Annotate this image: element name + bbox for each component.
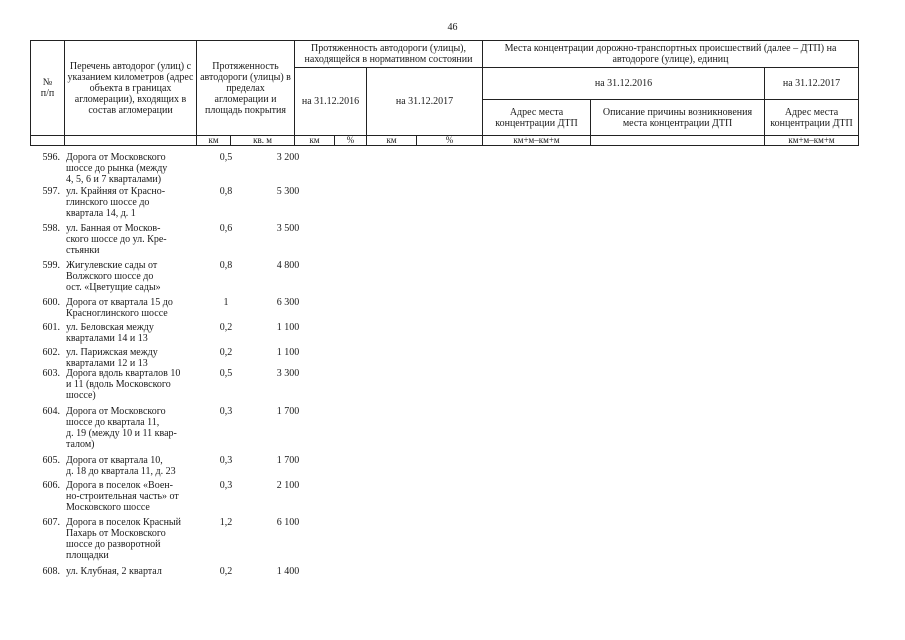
row-road-name: ул. Крайняя от Красно- глинского шоссе до квартала 14, д. 1: [66, 186, 166, 219]
row-length-km: 0,5: [219, 152, 233, 163]
header-dtp-2017: на 31.12.2017: [765, 68, 859, 100]
unit-empty: [65, 136, 197, 146]
unit-kmm: км+м–км+м: [483, 136, 591, 146]
row-area-sqm: 3 500: [276, 223, 300, 234]
table-row: [30, 186, 320, 223]
row-area-sqm: 5 300: [276, 186, 300, 197]
header-norm-2017: на 31.12.2017: [367, 68, 483, 136]
header-col-number: № п/п: [31, 41, 65, 136]
row-road-name: Дорога от квартала 15 до Красноглинского шоссе: [66, 297, 173, 319]
unit-pct-2016: %: [335, 136, 367, 146]
row-number: 601.: [42, 322, 60, 333]
row-road-name: Дорога от Московского шоссе до рынка (между 4, 5, 6 и 7 кварталами): [66, 152, 168, 185]
table-row: [30, 152, 320, 186]
table-header: [30, 40, 859, 146]
row-road-name: Дорога от Московского шоссе до квартала 11, д. 19 (между 10 и 11 квар- талом): [66, 406, 177, 450]
row-road-name: ул. Банная от Москов- ского шоссе до ул. Кре- стьянки: [66, 223, 167, 256]
row-road-name: ул. Беловская между кварталами 14 и 13: [66, 322, 154, 344]
unit-kmm-2017: км+м–км+м: [765, 136, 859, 146]
header-dtp-2016: на 31.12.2016: [483, 68, 765, 100]
row-area-sqm: 1 700: [276, 406, 300, 417]
row-number: 602.: [42, 347, 60, 358]
table-row: [30, 322, 320, 347]
unit-km-2016: км: [295, 136, 335, 146]
row-road-name: Дорога в поселок Красный Пахарь от Московского шоссе до разворотной площадки: [66, 517, 181, 561]
table-row: [30, 260, 320, 297]
row-area-sqm: 1 700: [276, 455, 300, 466]
row-length-km: 0,2: [219, 347, 233, 358]
row-number: 599.: [42, 260, 60, 271]
row-length-km: 0,3: [219, 455, 233, 466]
row-number: 600.: [42, 297, 60, 308]
row-area-sqm: 6 300: [276, 297, 300, 308]
row-area-sqm: 3 300: [276, 368, 300, 379]
row-number: 596.: [42, 152, 60, 163]
row-number: 598.: [42, 223, 60, 234]
header-col-normative: Протяженность автодороги (улицы), находящейся в нормативном состоянии: [295, 41, 483, 68]
unit-km: км: [197, 136, 231, 146]
table-row: [30, 347, 320, 368]
row-area-sqm: 4 800: [276, 260, 300, 271]
table-row: [30, 368, 320, 406]
row-number: 607.: [42, 517, 60, 528]
row-length-km: 0,8: [219, 260, 233, 271]
row-area-sqm: 3 200: [276, 152, 300, 163]
row-number: 597.: [42, 186, 60, 197]
row-road-name: Жигулевские сады от Волжского шоссе до ост. «Цветущие сады»: [66, 260, 161, 293]
table-row: [30, 223, 320, 260]
table-row: [30, 480, 320, 517]
table-body: [30, 152, 320, 580]
row-number: 606.: [42, 480, 60, 491]
unit-km-2017: км: [367, 136, 417, 146]
table-row: [30, 566, 320, 580]
row-area-sqm: 6 100: [276, 517, 300, 528]
row-area-sqm: 2 100: [276, 480, 300, 491]
row-length-km: 0,3: [219, 406, 233, 417]
row-road-name: Дорога вдоль кварталов 10 и 11 (вдоль Московского шоссе): [66, 368, 181, 401]
header-norm-2016: на 31.12.2016: [295, 68, 367, 136]
header-col-length: Протяженность автодороги (улицы) в пределах агломерации и площадь покрытия: [197, 41, 295, 136]
row-length-km: 1,2: [219, 517, 233, 528]
row-length-km: 0,6: [219, 223, 233, 234]
table-row: [30, 517, 320, 566]
unit-empty: [591, 136, 765, 146]
header-dtp-description: Описание причины возникновения места концентрации ДТП: [591, 100, 765, 136]
row-road-name: Дорога от квартала 10, д. 18 до квартала 11, д. 23: [66, 455, 176, 477]
unit-pct-2017: %: [417, 136, 483, 146]
unit-empty: [31, 136, 65, 146]
page-number: 46: [447, 22, 458, 33]
row-road-name: ул. Клубная, 2 квартал: [66, 566, 162, 577]
row-length-km: 1: [223, 297, 229, 308]
row-road-name: Дорога в поселок «Воен- но-строительная часть» от Московского шоссе: [66, 480, 179, 513]
header-col-road-list: Перечень автодорог (улиц) с указанием километров (адрес объекта в границах агломерации), входящих в состав агломерации: [65, 41, 197, 136]
row-road-name: ул. Парижская между кварталами 12 и 13: [66, 347, 158, 369]
row-area-sqm: 1 400: [276, 566, 300, 577]
header-dtp-address: Адрес места концентрации ДТП: [483, 100, 591, 136]
row-length-km: 0,5: [219, 368, 233, 379]
table-row: [30, 455, 320, 480]
row-number: 608.: [42, 566, 60, 577]
row-length-km: 0,2: [219, 322, 233, 333]
table-row: [30, 406, 320, 455]
row-number: 605.: [42, 455, 60, 466]
header-col-dtp: Места концентрации дорожно-транспортных происшествий (далее – ДТП) на автодороге (улице), единиц: [483, 41, 859, 68]
row-length-km: 0,2: [219, 566, 233, 577]
row-length-km: 0,8: [219, 186, 233, 197]
table-row: [30, 297, 320, 322]
row-area-sqm: 1 100: [276, 347, 300, 358]
unit-sqm: кв. м: [231, 136, 295, 146]
row-area-sqm: 1 100: [276, 322, 300, 333]
row-number: 603.: [42, 368, 60, 379]
row-number: 604.: [42, 406, 60, 417]
row-length-km: 0,3: [219, 480, 233, 491]
header-dtp-address-2017: Адрес места концентрации ДТП: [765, 100, 859, 136]
